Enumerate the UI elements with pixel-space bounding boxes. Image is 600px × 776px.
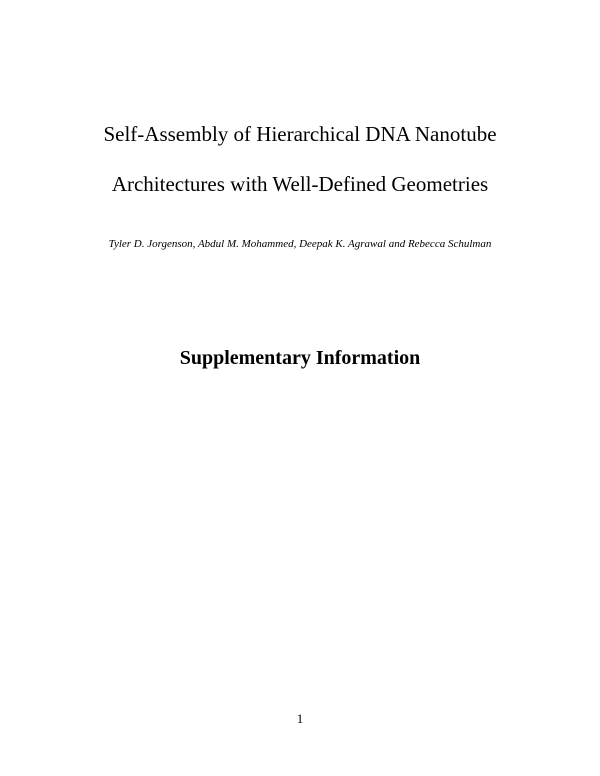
title-line-1: Self-Assembly of Hierarchical DNA Nanotube: [103, 122, 497, 146]
section-heading: Supplementary Information: [179, 347, 421, 369]
title-line-2: Architectures with Well-Defined Geometries: [111, 172, 489, 196]
page-number: 1: [296, 711, 304, 726]
author-list: Tyler D. Jorgenson, Abdul M. Mohammed, Deepak K. Agrawal and Rebecca Schulman: [108, 238, 492, 250]
